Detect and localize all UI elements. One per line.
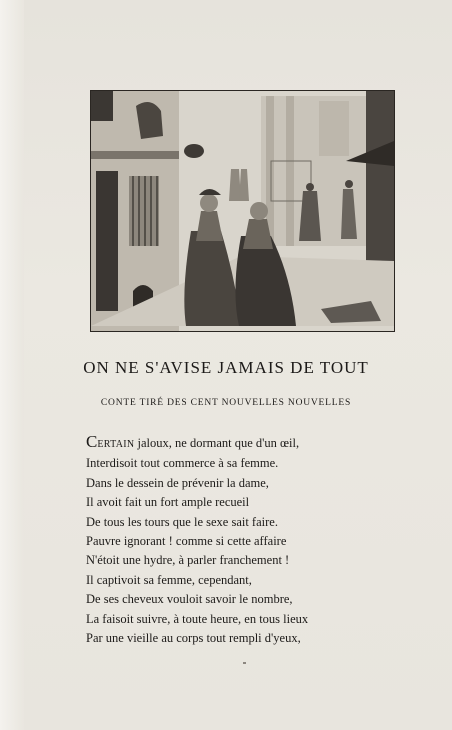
- poem-subtitle: CONTE TIRÉ DES CENT NOUVELLES NOUVELLES: [100, 398, 352, 408]
- poem-body: [86, 432, 406, 648]
- poem-line: Par une vieille au corps tout rempli d'yeux,: [86, 631, 301, 646]
- first-line-rest: jaloux, ne dormant que d'un œil,: [134, 436, 300, 450]
- page-mark: [243, 662, 246, 664]
- poem-line: N'étoit une hydre, à parler franchement !: [86, 553, 290, 568]
- poem-line: Interdisoit tout commerce à sa femme.: [86, 456, 279, 471]
- poem-line: De tous les tours que le sexe sait faire.: [86, 514, 278, 529]
- engraving-illustration: [90, 90, 395, 332]
- poem-line: Il avoit fait un fort ample recueil: [86, 495, 250, 510]
- poem-line: La faisoit suivre, à toute heure, en tous lieux: [86, 611, 309, 626]
- poem-line: Il captivoit sa femme, cependant,: [86, 572, 252, 587]
- poem-line: Dans le dessein de prévenir la dame,: [86, 475, 269, 490]
- first-word-smallcaps: ERTAIN: [97, 439, 135, 450]
- poem-line: De ses cheveux vouloit savoir le nombre,: [86, 592, 293, 607]
- poem-line-1: [86, 432, 406, 454]
- poem-line: Pauvre ignorant ! comme si cette affaire: [86, 534, 287, 549]
- drop-cap: C: [86, 432, 98, 451]
- engraving-drawing: [91, 91, 394, 331]
- poem-title: ON NE S'AVISE JAMAIS DE TOUT: [83, 358, 369, 377]
